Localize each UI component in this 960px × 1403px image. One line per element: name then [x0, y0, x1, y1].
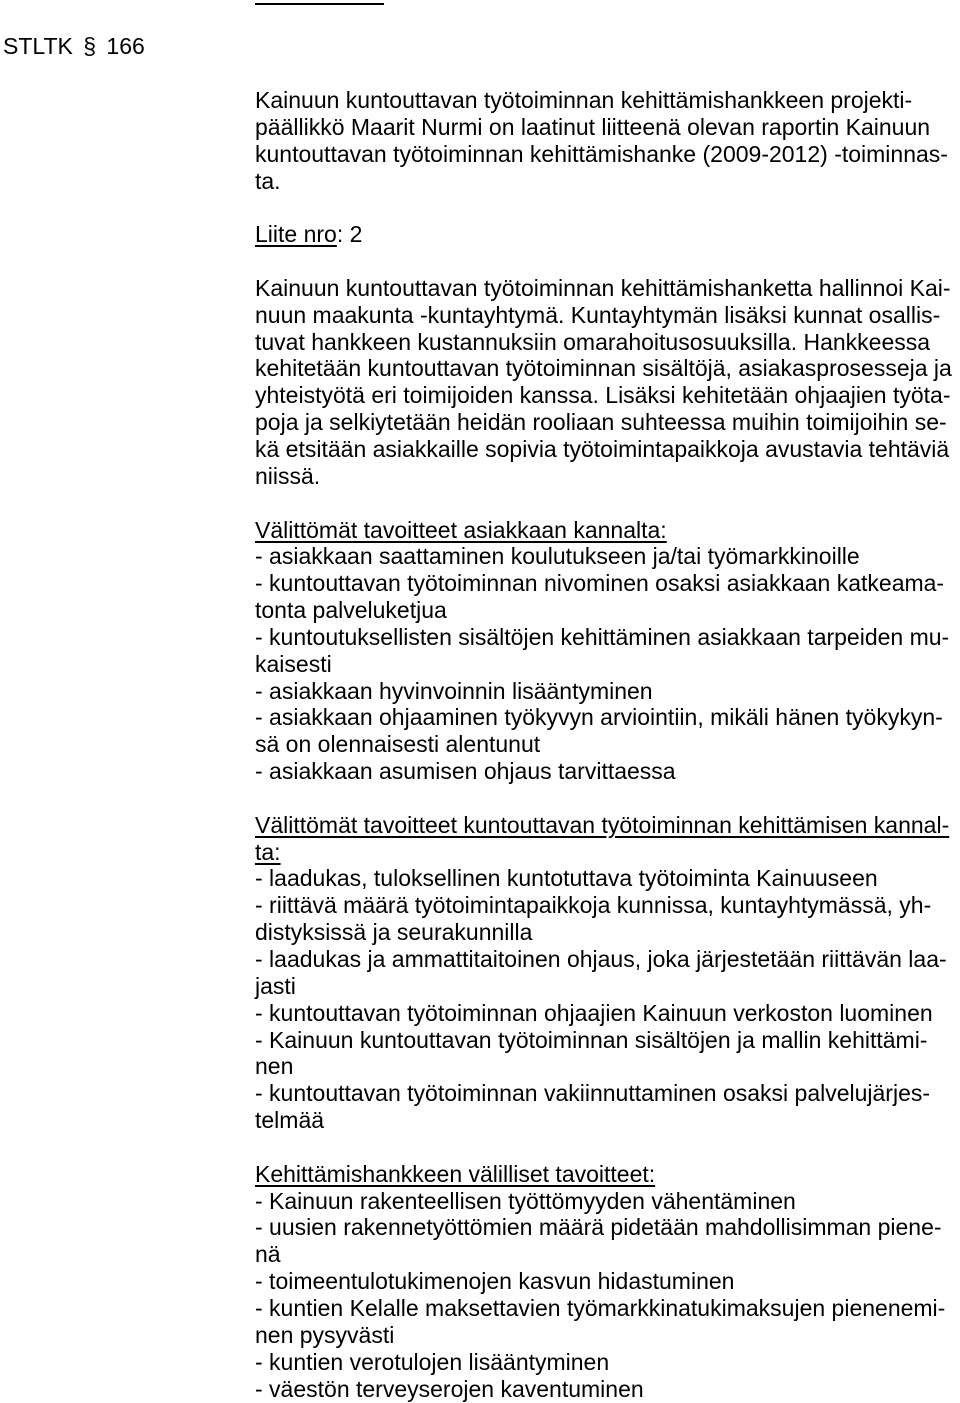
paragraph-line: kuntouttavan työtoiminnan kehittämishanke (2009-2012) -toiminnas-	[255, 140, 948, 167]
list-item-line: - laadukas ja ammattitaitoinen ohjaus, joka järjestetään riittävän laa-	[255, 946, 947, 972]
blank-line	[255, 248, 955, 275]
paragraph-line: Kainuun kuntouttavan työtoiminnan kehittämishanketta hallinnoi Kai-	[255, 274, 951, 301]
blank-line	[255, 785, 955, 812]
list-item-line: - kuntouttavan työtoiminnan ohjaajien Kainuun verkoston luominen	[255, 999, 933, 1026]
list-item-line: - väestön terveyserojen kaventuminen	[255, 1375, 644, 1402]
list-item-line: - laadukas, tuloksellinen kuntotuttava työtoiminta Kainuuseen	[255, 865, 878, 892]
top-rule	[255, 3, 384, 5]
list-item	[255, 1349, 955, 1376]
document-body	[255, 87, 955, 1402]
paragraph-line: niissä.	[255, 462, 321, 489]
section-heading	[255, 1161, 955, 1188]
list-item-line: - kuntien verotulojen lisääntyminen	[255, 1348, 610, 1375]
list-item	[255, 1080, 955, 1134]
intro-paragraph	[255, 87, 955, 194]
blank-line	[255, 194, 955, 221]
paragraph-line: poja ja selkiytetään heidän rooliaan suhteessa muihin toimijoihin se-	[255, 409, 947, 436]
paragraph-line: kä etsitään asiakkaille sopivia työtoimintapaikkoja avustavia tehtäviä	[255, 435, 950, 462]
list-item-line: kaisesti	[255, 650, 332, 677]
list-item	[255, 1214, 955, 1268]
list-item-line: - Kainuun kuntouttavan työtoiminnan sisältöjen ja mallin kehittämi-	[255, 1026, 928, 1053]
list-item-line: - asiakkaan saattaminen koulutukseen ja/tai työmarkkinoille	[255, 543, 860, 570]
list-item	[255, 1188, 955, 1215]
list-item-line: - asiakkaan asumisen ohjaus tarvittaessa	[255, 758, 676, 785]
development-goals-section	[255, 812, 955, 1134]
list-item	[255, 892, 955, 946]
section-heading-text: Välittömät tavoitteet kuntouttavan työtoiminnan kehittämisen kannal-	[255, 811, 950, 838]
list-item	[255, 1000, 955, 1027]
list-item-line: tonta palveluketjua	[255, 597, 447, 624]
paragraph-line: kehitetään kuntouttavan työtoiminnan sisältöjä, asiakasprosesseja ja	[255, 355, 952, 382]
list-item-line: nä	[255, 1241, 281, 1268]
list-item	[255, 543, 955, 570]
list-item-line: telmää	[255, 1107, 325, 1134]
paragraph-line: Kainuun kuntouttavan työtoiminnan kehittämishankkeen projekti-	[255, 87, 913, 113]
list-item-line: nen	[255, 1053, 294, 1080]
list-item-line: jasti	[255, 972, 296, 999]
paragraph-line: ta.	[255, 167, 281, 194]
list-item	[255, 1027, 955, 1081]
list-item	[255, 678, 955, 705]
list-item	[255, 758, 955, 785]
list-item-line: - toimeentulotukimenojen kasvun hidastuminen	[255, 1268, 735, 1295]
description-paragraph	[255, 275, 955, 490]
blank-line	[255, 1134, 955, 1161]
paragraph-line: nuun maakunta -kuntayhtymä. Kuntayhtymän lisäksi kunnat osallis-	[255, 301, 941, 328]
section-reference: STLTK § 166	[3, 33, 145, 59]
section-heading	[255, 517, 955, 544]
list-item	[255, 865, 955, 892]
attachment-line	[255, 221, 955, 248]
list-item-line: nen pysyvästi	[255, 1321, 395, 1348]
list-item	[255, 1268, 955, 1295]
list-item-line: - asiakkaan ohjaaminen työkyvyn arviointiin, mikäli hänen työkykyn-	[255, 704, 943, 731]
section-heading-text: ta:	[255, 838, 281, 865]
list-item-line: sä on olennaisesti alentunut	[255, 731, 541, 758]
attachment-label: Liite nro	[255, 221, 337, 248]
list-item-line: - kuntouttavan työtoiminnan vakiinnuttaminen osaksi palvelujärjes-	[255, 1080, 931, 1107]
attachment-separator: :	[336, 221, 344, 248]
list-item-line: - riittävä määrä työtoimintapaikkoja kunnissa, kuntayhtymässä, yh-	[255, 892, 932, 919]
list-item-line: - kuntoutuksellisten sisältöjen kehittäminen asiakkaan tarpeiden mu-	[255, 623, 950, 650]
list-item-line: - kuntouttavan työtoiminnan nivominen osaksi asiakkaan katkeama-	[255, 570, 945, 597]
list-item-line: - kuntien Kelalle maksettavien työmarkkinatukimaksujen pienenemi-	[255, 1294, 946, 1321]
list-item	[255, 1376, 955, 1403]
paragraph-line: päällikkö Maarit Nurmi on laatinut liitteenä olevan raportin Kainuun	[255, 113, 931, 140]
indirect-goals-section	[255, 1161, 955, 1403]
list-item-line: - asiakkaan hyvinvoinnin lisääntyminen	[255, 677, 653, 704]
attachment-number: 2	[349, 221, 363, 248]
list-item-line: distyksissä ja seurakunnilla	[255, 919, 533, 946]
list-item-line: - Kainuun rakenteellisen työttömyyden vähentäminen	[255, 1187, 796, 1214]
list-item	[255, 1295, 955, 1349]
client-goals-section	[255, 517, 955, 785]
list-item	[255, 570, 955, 624]
section-heading-text: Kehittämishankkeen välilliset tavoitteet:	[255, 1160, 656, 1187]
paragraph-line: yhteistyötä eri toimijoiden kanssa. Lisäksi kehitetään ohjaajien työta-	[255, 382, 951, 409]
blank-line	[255, 490, 955, 517]
list-item	[255, 624, 955, 678]
list-item-line: - uusien rakennetyöttömien määrä pidetään mahdollisimman piene-	[255, 1214, 942, 1241]
list-item	[255, 946, 955, 1000]
section-heading-text: Välittömät tavoitteet asiakkaan kannalta:	[255, 516, 667, 543]
list-item	[255, 704, 955, 758]
section-heading	[255, 812, 955, 839]
paragraph-line: tuvat hankkeen kustannuksiin omarahoitusosuuksilla. Hankkeessa	[255, 328, 931, 355]
section-heading	[255, 839, 955, 866]
